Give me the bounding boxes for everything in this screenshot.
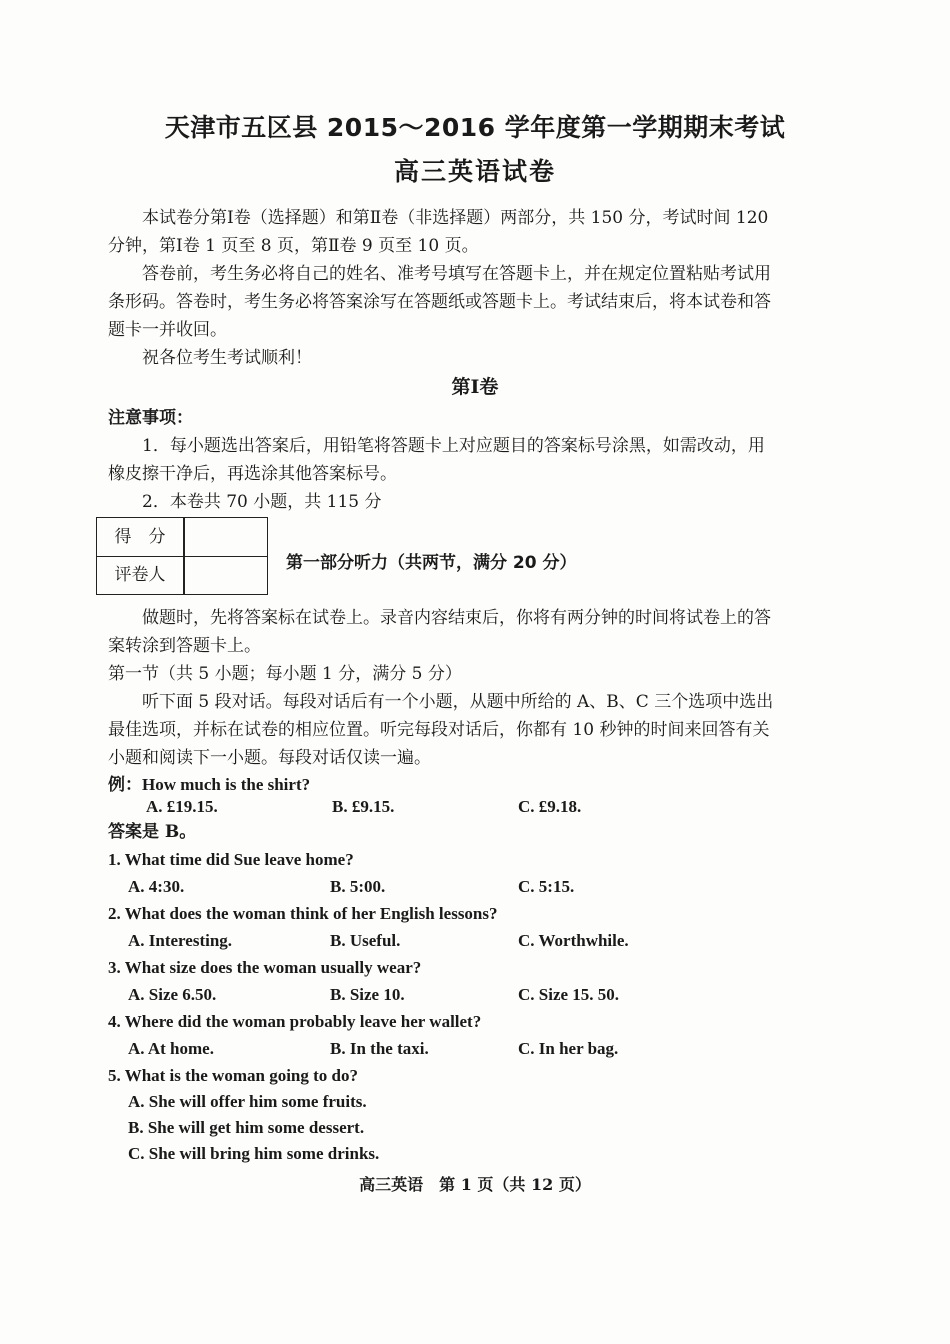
example-option-a: A. £19.15. xyxy=(146,797,218,816)
question-2: 2. What does the woman think of her English lessons? xyxy=(108,904,498,923)
notice-1-line-1: 1．每小题选出答案后，用铅笔将答题卡上对应题目的答案标号涂黑，如需改动，用 xyxy=(142,436,765,456)
page-footer: 高三英语 第 1 页（共 12 页） xyxy=(359,1175,591,1194)
question-3-option-a: A. Size 6.50. xyxy=(128,985,217,1004)
question-2-option-b: B. Useful. xyxy=(330,931,401,950)
part-1-instruction-line-1: 做题时，先将答案标在试卷上。录音内容结束后，你将有两分钟的时间将试卷上的答 xyxy=(142,608,771,628)
exam-subtitle: 高三英语试卷 xyxy=(393,157,556,186)
intro-paragraph-2-line-2: 条形码。答卷时，考生务必将答案涂写在答题纸或答题卡上。考试结束后，将本试卷和答 xyxy=(108,292,771,312)
intro-paragraph-1-line-1: 本试卷分第Ⅰ卷（选择题）和第Ⅱ卷（非选择题）两部分，共 150 分，考试时间 120 xyxy=(142,208,769,228)
notice-2: 2．本卷共 70 小题，共 115 分 xyxy=(142,492,382,512)
subsection-1-line-2: 最佳选项，并标在试卷的相应位置。听完每段对话后，你都有 10 秒钟的时间来回答有关 xyxy=(108,720,770,740)
intro-paragraph-2-line-1: 答卷前，考生务必将自己的姓名、准考号填写在答题卡上，并在规定位置粘贴考试用 xyxy=(142,264,771,284)
question-5-option-c: C. She will bring him some drinks. xyxy=(128,1144,380,1163)
question-5: 5. What is the woman going to do? xyxy=(108,1066,358,1085)
question-3-option-c: C. Size 15. 50. xyxy=(518,985,620,1004)
question-2-option-c: C. Worthwhile. xyxy=(518,931,629,950)
intro-paragraph-1-line-2: 分钟，第Ⅰ卷 1 页至 8 页，第Ⅱ卷 9 页至 10 页。 xyxy=(108,236,479,256)
intro-paragraph-2-line-3: 题卡一并收回。 xyxy=(108,320,227,340)
notice-heading: 注意事项： xyxy=(108,408,193,428)
subsection-1-line-1: 听下面 5 段对话。每段对话后有一个小题，从题中所给的 A、B、C 三个选项中选出 xyxy=(142,692,774,712)
part-1-heading: 第一部分听力（共两节，满分 20 分） xyxy=(286,553,577,573)
question-1: 1. What time did Sue leave home? xyxy=(108,850,354,869)
example-option-b: B. £9.15. xyxy=(332,797,395,816)
question-4-option-c: C. In her bag. xyxy=(518,1039,619,1058)
grader-label: 评卷人 xyxy=(114,565,166,585)
notice-1-line-2: 橡皮擦干净后，再选涂其他答案标号。 xyxy=(108,464,397,484)
score-row xyxy=(97,518,267,557)
question-3-option-b: B. Size 10. xyxy=(330,985,405,1004)
score-label: 得 分 xyxy=(114,527,166,547)
grader-row xyxy=(97,556,267,594)
section-1-title: 第Ⅰ卷 xyxy=(451,376,499,398)
question-5-option-a: A. She will offer him some fruits. xyxy=(128,1092,367,1111)
intro-wish: 祝各位考生考试顺利！ xyxy=(142,348,312,368)
question-3: 3. What size does the woman usually wear? xyxy=(108,958,422,977)
subsection-1-heading: 第一节（共 5 小题；每小题 1 分，满分 5 分） xyxy=(108,664,462,684)
question-1-option-c: C. 5:15. xyxy=(518,877,575,896)
exam-title: 天津市五区县 2015～2016 学年度第一学期期末考试 xyxy=(164,113,786,142)
part-1-instruction-line-2: 案转涂到答题卡上。 xyxy=(108,636,261,656)
question-5-option-b: B. She will get him some dessert. xyxy=(128,1118,365,1137)
score-table xyxy=(96,517,268,595)
question-1-option-b: B. 5:00. xyxy=(330,877,386,896)
question-4-option-a: A. At home. xyxy=(128,1039,214,1058)
question-1-option-a: A. 4:30. xyxy=(128,877,185,896)
subsection-1-line-3: 小题和阅读下一小题。每段对话仅读一遍。 xyxy=(108,748,431,768)
question-4: 4. Where did the woman probably leave her wallet? xyxy=(108,1012,482,1031)
question-4-option-b: B. In the taxi. xyxy=(330,1039,429,1058)
example-option-c: C. £9.18. xyxy=(518,797,582,816)
example-answer: 答案是 B。 xyxy=(108,822,197,842)
example-question: 例：How much is the shirt? xyxy=(108,775,311,794)
question-2-option-a: A. Interesting. xyxy=(128,931,233,950)
